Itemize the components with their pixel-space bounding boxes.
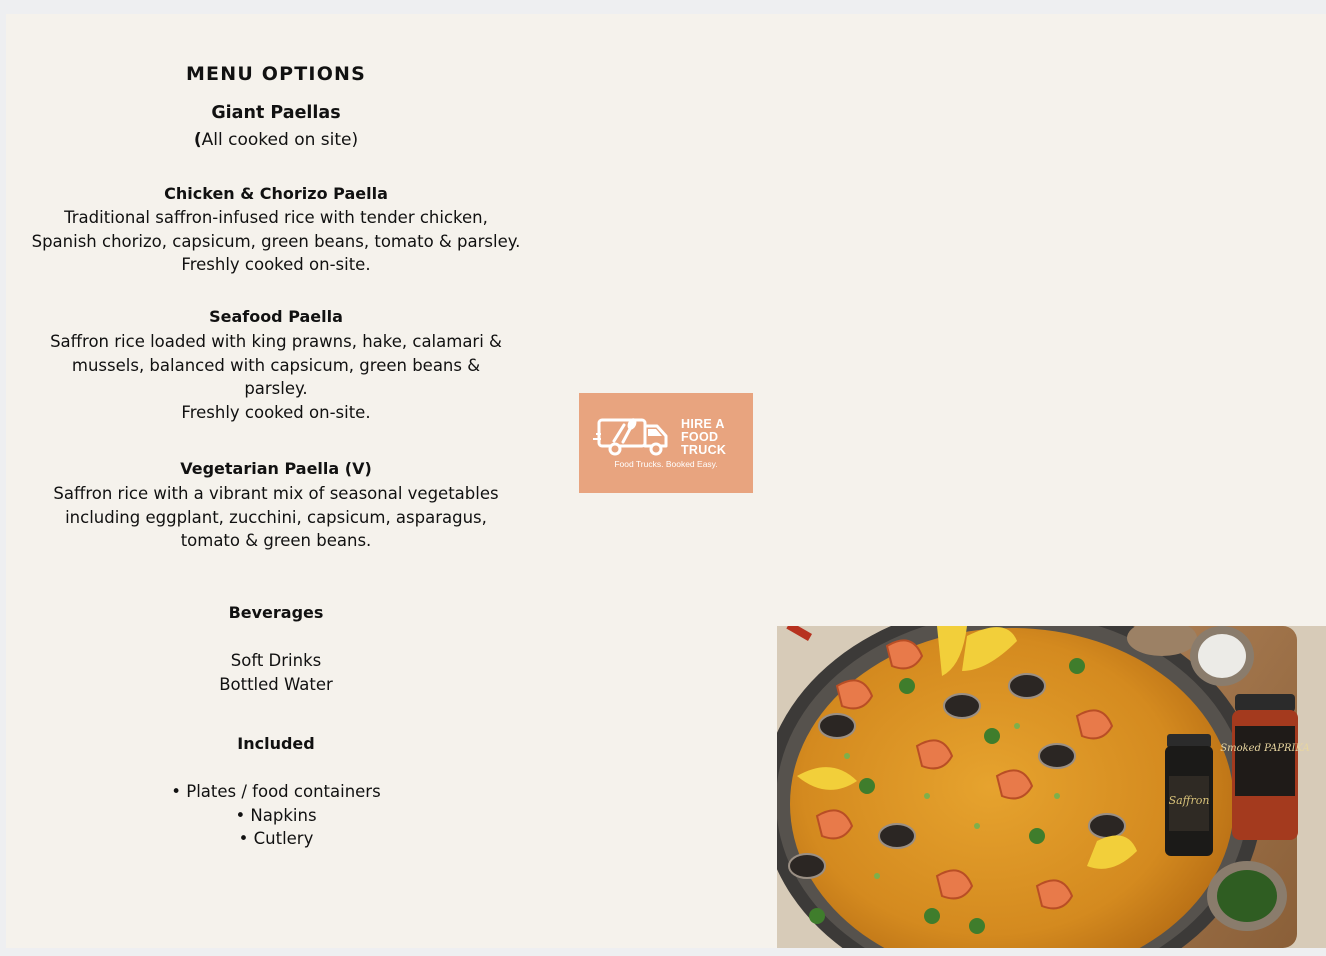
included-item: • Napkins [235, 805, 317, 825]
desc-line: Traditional saffron-infused rice with tender chicken, [64, 208, 488, 227]
logo-wordmark [681, 418, 726, 457]
logo-line: HIRE A [681, 417, 725, 431]
subtitle-paren: ( [193, 130, 202, 150]
beverages-heading: Beverages [228, 603, 324, 622]
paprika-label: Smoked PAPRIKA [1220, 743, 1310, 754]
beverage-item: Bottled Water [219, 674, 333, 694]
food-truck-icon [579, 393, 753, 493]
desc-line: Saffron rice loaded with king prawns, hake, calamari & [50, 332, 502, 351]
section-subtitle [6, 130, 546, 150]
included-list [6, 780, 546, 851]
item-desc-chicken-chorizo [6, 206, 546, 277]
desc-line: mussels, balanced with capsicum, green beans & [71, 355, 481, 375]
logo-tagline: Food Trucks. Booked Easy. [614, 459, 718, 469]
desc-line: tomato & green beans. [180, 531, 372, 550]
saffron-jar [1165, 734, 1213, 856]
section-heading-giant-paellas: Giant Paellas [211, 103, 341, 123]
logo-line: FOOD [681, 430, 719, 444]
menu-page [6, 14, 1326, 948]
beverages-list [6, 649, 546, 696]
desc-line: including eggplant, zucchini, capsicum, asparagus, [65, 507, 487, 527]
item-heading-chicken-chorizo: Chicken & Chorizo Paella [164, 184, 388, 203]
subtitle-text: All cooked on site) [201, 130, 359, 150]
paella-illustration [777, 626, 1326, 948]
included-item: • Plates / food containers [171, 782, 381, 801]
desc-line: Saffron rice with a vibrant mix of seasonal vegetables [53, 484, 499, 503]
beverage-item: Soft Drinks [230, 651, 322, 670]
item-heading-seafood: Seafood Paella [209, 307, 343, 326]
included-item: • Cutlery [238, 829, 314, 848]
item-desc-seafood [6, 330, 546, 424]
item-heading-vegetarian: Vegetarian Paella (V) [180, 459, 372, 478]
menu-title: MENU OPTIONS [185, 63, 367, 85]
paprika-jar [1220, 694, 1309, 840]
item-desc-vegetarian [6, 482, 546, 553]
logo-line: TRUCK [681, 443, 727, 457]
included-heading: Included [237, 734, 315, 753]
desc-line: parsley. [244, 379, 308, 398]
paella-photo [777, 626, 1326, 948]
hire-a-food-truck-logo [579, 393, 753, 493]
desc-line: Spanish chorizo, capsicum, green beans, tomato & parsley. [31, 231, 521, 251]
desc-line: Freshly cooked on-site. [181, 255, 371, 274]
desc-line: Freshly cooked on-site. [181, 402, 371, 422]
saffron-label: Saffron [1168, 794, 1210, 807]
